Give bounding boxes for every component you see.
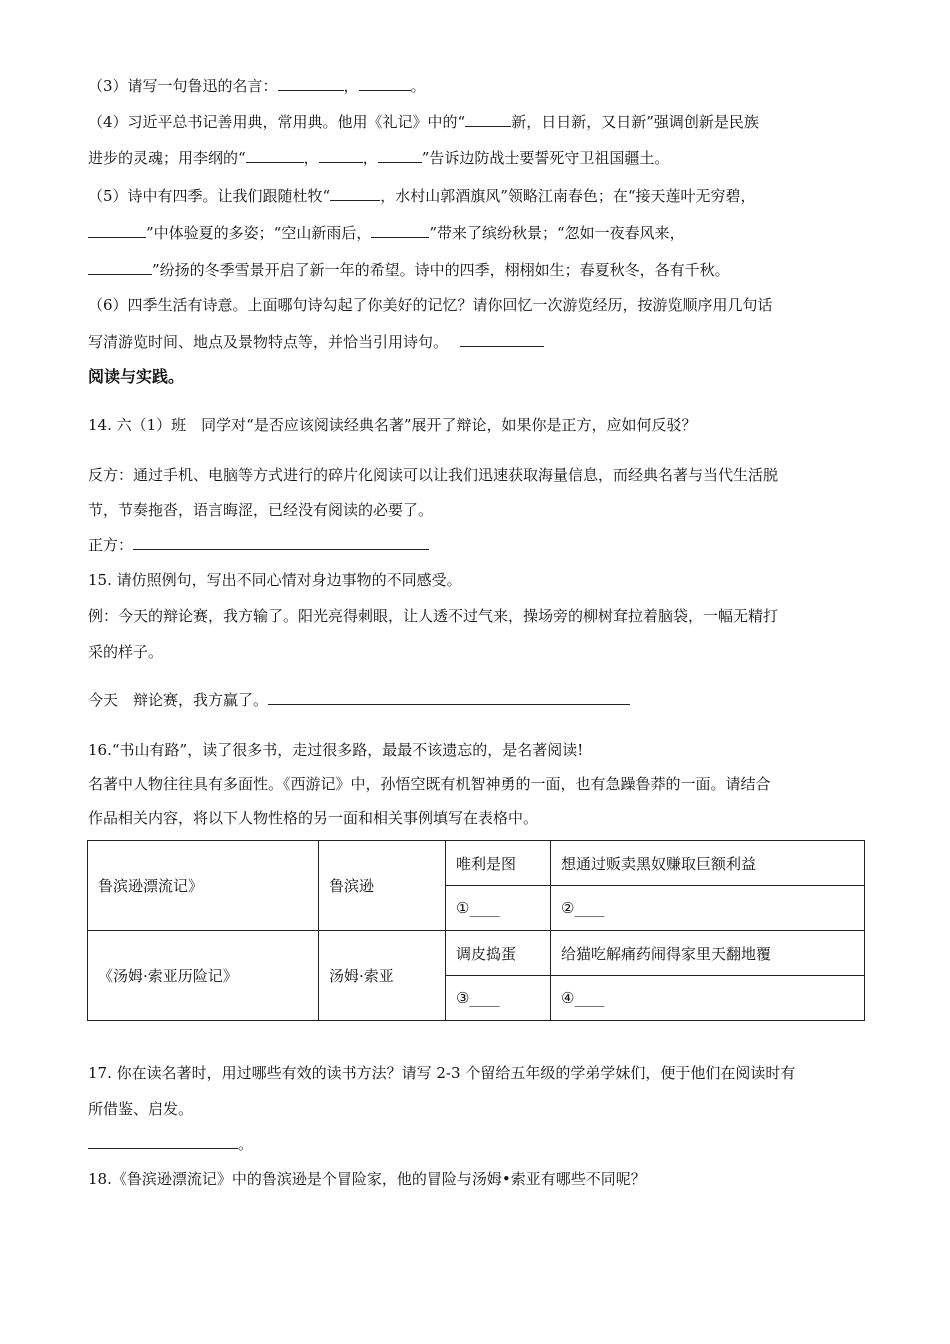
trait-answer-cell[interactable]: ③____	[446, 976, 551, 1021]
character-cell: 汤姆·索亚	[319, 931, 446, 1021]
example-answer-cell[interactable]: ④____	[551, 976, 865, 1021]
section-heading: 阅读与实践。	[88, 367, 185, 386]
character-table	[87, 840, 865, 1021]
table-row	[88, 931, 865, 976]
q14-pro: 正方：	[88, 535, 429, 555]
book-cell: 《汤姆·索亚历险记》	[88, 931, 319, 1021]
q15-question: 15. 请仿照例句，写出不同心情对身边事物的不同感受。	[88, 571, 462, 589]
answer-blank[interactable]	[246, 148, 304, 163]
q13-part3: （3）请写一句鲁迅的名言： ， 。	[88, 77, 426, 95]
answer-blank[interactable]	[330, 186, 380, 201]
answer-blank[interactable]	[465, 112, 511, 127]
answer-blank[interactable]	[371, 223, 429, 238]
q17-line2: 所借鉴、启发。	[88, 1100, 194, 1118]
trait-cell: 唯利是图	[446, 841, 551, 886]
q13-part4-line1: （4）习近平总书记善用典，常用典。他用《礼记》中的“ 新，日日新，又日新”强调创新是民族	[88, 113, 759, 131]
q13-part5-line3: ”纷扬的冬季雪景开启了新一年的希望。诗中的四季，栩栩如生；春夏秋冬，各有千秋。	[88, 260, 730, 280]
q16-line3: 作品相关内容，将以下人物性格的另一面和相关事例填写在表格中。	[88, 809, 539, 827]
q15-example-line1: 例：今天的辩论赛，我方输了。阳光亮得刺眼，让人透不过气来，操场旁的柳树耷拉着脑袋，一幅无精打	[88, 607, 779, 625]
book-cell: 鲁滨逊漂流记》	[88, 841, 319, 931]
answer-blank[interactable]	[133, 535, 429, 550]
q14-question: 14. 六（1）班 同学对“是否应该阅读经典名著”展开了辩论，如果你是正方，应如何反驳？	[88, 416, 697, 434]
q18-question: 18.《鲁滨逊漂流记》中的鲁滨逊是个冒险家，他的冒险与汤姆•索亚有哪些不同呢？	[88, 1170, 646, 1188]
answer-blank[interactable]	[278, 76, 344, 91]
example-cell: 给猫吃解痛药闹得家里天翻地覆	[551, 931, 865, 976]
q17-answer: 。	[88, 1134, 253, 1154]
answer-blank[interactable]	[88, 1134, 238, 1149]
q13-part6-line2: 写清游览时间、地点及景物特点等，并恰当引用诗句。	[88, 332, 544, 352]
q16-line2: 名著中人物往往具有多面性。《西游记》中，孙悟空既有机智神勇的一面，也有急躁鲁莽的一面。请结合	[88, 775, 771, 793]
character-cell: 鲁滨逊	[319, 841, 446, 931]
trait-answer-cell[interactable]: ①____	[446, 886, 551, 931]
answer-blank[interactable]	[378, 148, 422, 163]
example-answer-cell[interactable]: ②____	[551, 886, 865, 931]
q15-answer: 今天 辩论赛，我方赢了。	[88, 690, 630, 710]
q15-example-line2: 采的样子。	[88, 643, 164, 661]
answer-blank[interactable]	[88, 223, 146, 238]
q13-part5-line1: （5）诗中有四季。让我们跟随杜牧“ ，水村山郭酒旗风”领略江南春色；在“接天莲叶无穷碧，	[88, 187, 756, 205]
answer-blank[interactable]	[88, 260, 152, 275]
answer-blank[interactable]	[268, 690, 630, 705]
answer-blank[interactable]	[359, 76, 411, 91]
q13-part5-line2: ”中体验夏的多姿；“空山新雨后， ”带来了缤纷秋景；“忽如一夜春风来，	[88, 223, 685, 243]
answer-blank[interactable]	[319, 148, 363, 163]
answer-blank[interactable]	[460, 332, 544, 347]
q13-part4-line2: 进步的灵魂；用李纲的“ ， ， ”告诉边防战士要誓死守卫祖国疆土。	[88, 149, 670, 167]
q14-con-line2: 节，节奏拖沓，语言晦涩，已经没有阅读的必要了。	[88, 501, 434, 519]
example-cell: 想通过贩卖黑奴赚取巨额利益	[551, 841, 865, 886]
q17-line1: 17. 你在读名著时，用过哪些有效的读书方法？请写 2-3 个留给五年级的学弟学妹们，便于他们在阅读时有	[88, 1064, 796, 1082]
table-row	[88, 841, 865, 886]
q16-line1: 16.“书山有路”，读了很多书，走过很多路，最最不该遗忘的，是名著阅读!	[88, 741, 584, 759]
trait-cell: 调皮捣蛋	[446, 931, 551, 976]
q14-con-line1: 反方：通过手机、电脑等方式进行的碎片化阅读可以让我们迅速获取海量信息，而经典名著与当代生活脱	[88, 466, 779, 484]
q13-part6-line1: （6）四季生活有诗意。上面哪句诗勾起了你美好的记忆？请你回忆一次游览经历，按游览顺序用几句话	[88, 296, 773, 314]
